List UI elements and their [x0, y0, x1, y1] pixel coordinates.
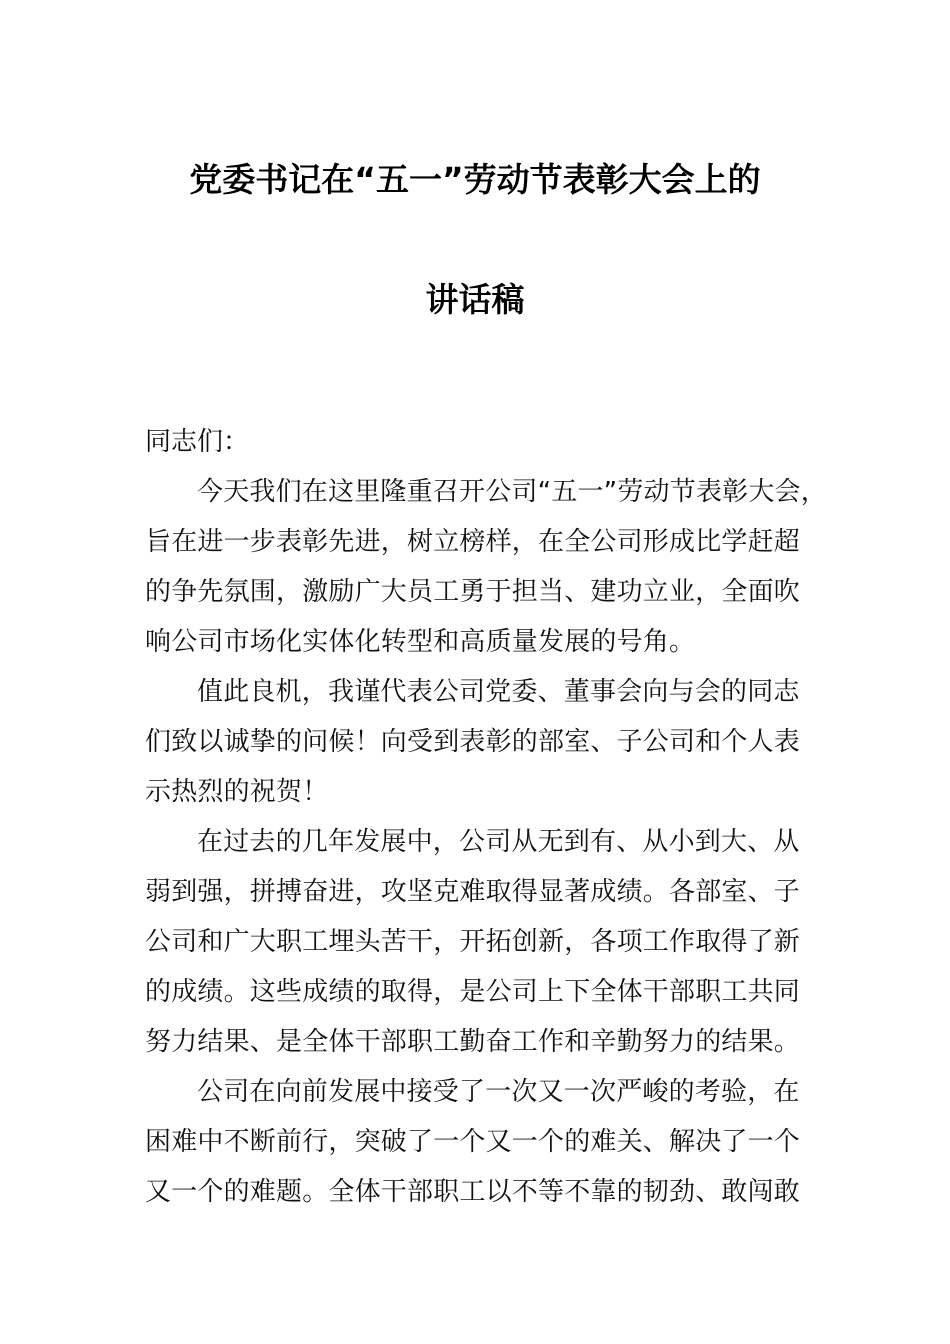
salutation: 同志们： — [145, 427, 250, 457]
document-title-line-2: 讲话稿 — [425, 280, 525, 319]
document-title-line-1: 党委书记在“五一”劳动节表彰大会上的 — [189, 160, 761, 199]
paragraph-3-line-3: 公司和广大职工埋头苦干，开拓创新，各项工作取得了新 — [145, 927, 801, 957]
paragraph-1-line-2: 旨在进一步表彰先进，树立榜样，在全公司形成比学赶超 — [145, 527, 801, 557]
paragraph-3-line-1: 在过去的几年发展中，公司从无到有、从小到大、从 — [197, 827, 800, 857]
paragraph-1-line-3: 的争先氛围，激励广大员工勇于担当、建功立业，全面吹 — [145, 577, 801, 607]
paragraph-1-line-1: 今天我们在这里隆重召开公司“五一”劳动节表彰大会， — [197, 477, 827, 507]
paragraph-3-line-4: 的成绩。这些成绩的取得，是公司上下全体干部职工共同 — [145, 977, 801, 1007]
paragraph-3-line-2: 弱到强，拼搏奋进，攻坚克难取得显著成绩。各部室、子 — [145, 877, 801, 907]
paragraph-2-line-2: 们致以诚挚的问候！向受到表彰的部室、子公司和个人表 — [145, 727, 801, 757]
paragraph-2-line-3: 示热烈的祝贺！ — [145, 777, 329, 807]
paragraph-4-line-3: 又一个的难题。全体干部职工以不等不靠的韧劲、敢闯敢 — [145, 1177, 801, 1207]
paragraph-1-line-4: 响公司市场化实体化转型和高质量发展的号角。 — [145, 627, 696, 657]
paragraph-2-line-1: 值此良机，我谨代表公司党委、董事会向与会的同志 — [197, 677, 800, 707]
paragraph-4-line-1: 公司在向前发展中接受了一次又一次严峻的考验，在 — [197, 1077, 800, 1107]
paragraph-3-line-5: 努力结果、是全体干部职工勤奋工作和辛勤努力的结果。 — [145, 1027, 801, 1057]
paragraph-4-line-2: 困难中不断前行，突破了一个又一个的难关、解决了一个 — [145, 1127, 801, 1157]
